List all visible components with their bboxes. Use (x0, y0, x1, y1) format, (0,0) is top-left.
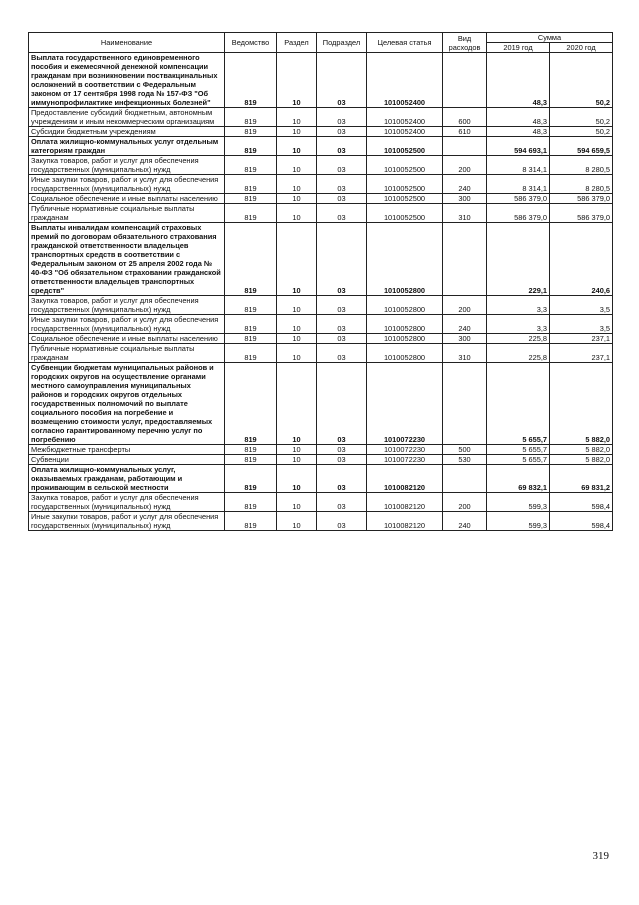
table-row (29, 223, 613, 296)
row-subsection: 03 (317, 315, 367, 334)
table-row (29, 315, 613, 334)
row-name: Иные закупки товаров, работ и услуг для обеспечения государственных (муниципальных) нужд (29, 315, 225, 334)
row-sum-2019: 225,8 (487, 344, 550, 363)
table-body (29, 53, 613, 531)
table-row (29, 493, 613, 512)
row-section: 10 (277, 296, 317, 315)
table-row (29, 334, 613, 344)
row-sum-2019: 3,3 (487, 296, 550, 315)
header-dept: Ведомство (225, 33, 277, 53)
row-dept: 819 (225, 223, 277, 296)
row-type: 530 (443, 455, 487, 465)
header-subsection: Подраздел (317, 33, 367, 53)
row-target: 1010052800 (367, 334, 443, 344)
row-sum-2020: 8 280,5 (550, 156, 613, 175)
row-section: 10 (277, 194, 317, 204)
table-row (29, 108, 613, 127)
row-target: 1010082120 (367, 512, 443, 531)
row-target: 1010052500 (367, 156, 443, 175)
row-name: Закупка товаров, работ и услуг для обеспечения государственных (муниципальных) нужд (29, 296, 225, 315)
row-sum-2020: 50,2 (550, 127, 613, 137)
row-dept: 819 (225, 204, 277, 223)
row-section: 10 (277, 204, 317, 223)
row-sum-2020: 240,6 (550, 223, 613, 296)
row-sum-2020: 586 379,0 (550, 204, 613, 223)
row-name: Оплата жилищно-коммунальных услуг, оказываемых гражданам, работающим и проживающим в сельской местности (29, 465, 225, 493)
row-sum-2019: 48,3 (487, 127, 550, 137)
row-subsection: 03 (317, 363, 367, 445)
table-row (29, 296, 613, 315)
row-target: 1010052400 (367, 127, 443, 137)
row-sum-2019: 48,3 (487, 53, 550, 108)
row-subsection: 03 (317, 296, 367, 315)
row-name: Социальное обеспечение и иные выплаты населению (29, 194, 225, 204)
row-subsection: 03 (317, 127, 367, 137)
table-row (29, 455, 613, 465)
row-target: 1010052500 (367, 194, 443, 204)
row-target: 1010072230 (367, 363, 443, 445)
row-sum-2019: 225,8 (487, 334, 550, 344)
header-sum: Сумма (487, 33, 613, 43)
row-type: 600 (443, 108, 487, 127)
row-subsection: 03 (317, 204, 367, 223)
row-section: 10 (277, 53, 317, 108)
row-section: 10 (277, 156, 317, 175)
row-target: 1010082120 (367, 465, 443, 493)
table-row (29, 175, 613, 194)
row-dept: 819 (225, 455, 277, 465)
row-sum-2019: 69 832,1 (487, 465, 550, 493)
row-type: 300 (443, 194, 487, 204)
row-section: 10 (277, 363, 317, 445)
table-row (29, 53, 613, 108)
row-target: 1010052500 (367, 175, 443, 194)
row-dept: 819 (225, 344, 277, 363)
row-name: Закупка товаров, работ и услуг для обеспечения государственных (муниципальных) нужд (29, 156, 225, 175)
row-subsection: 03 (317, 156, 367, 175)
row-sum-2019: 3,3 (487, 315, 550, 334)
row-sum-2019: 586 379,0 (487, 194, 550, 204)
table-row (29, 137, 613, 156)
row-type (443, 137, 487, 156)
row-type: 610 (443, 127, 487, 137)
row-sum-2020: 50,2 (550, 108, 613, 127)
row-sum-2020: 69 831,2 (550, 465, 613, 493)
page-number: 319 (592, 850, 609, 862)
row-sum-2020: 5 882,0 (550, 363, 613, 445)
row-dept: 819 (225, 175, 277, 194)
row-section: 10 (277, 175, 317, 194)
row-type: 500 (443, 445, 487, 455)
row-target: 1010052500 (367, 137, 443, 156)
row-dept: 819 (225, 465, 277, 493)
row-target: 1010052400 (367, 53, 443, 108)
row-sum-2020: 598,4 (550, 512, 613, 531)
row-subsection: 03 (317, 445, 367, 455)
row-subsection: 03 (317, 175, 367, 194)
row-section: 10 (277, 465, 317, 493)
row-sum-2020: 5 882,0 (550, 455, 613, 465)
row-section: 10 (277, 344, 317, 363)
row-target: 1010052800 (367, 296, 443, 315)
row-type: 240 (443, 512, 487, 531)
row-name: Оплата жилищно-коммунальных услуг отдельным категориям граждан (29, 137, 225, 156)
row-section: 10 (277, 223, 317, 296)
row-type: 300 (443, 334, 487, 344)
row-subsection: 03 (317, 465, 367, 493)
row-target: 1010052400 (367, 108, 443, 127)
row-dept: 819 (225, 334, 277, 344)
budget-table (28, 32, 613, 531)
table-row (29, 344, 613, 363)
row-type: 310 (443, 204, 487, 223)
row-sum-2020: 237,1 (550, 334, 613, 344)
row-sum-2019: 5 655,7 (487, 363, 550, 445)
row-target: 1010082120 (367, 493, 443, 512)
row-dept: 819 (225, 194, 277, 204)
header-target: Целевая статья (367, 33, 443, 53)
row-section: 10 (277, 315, 317, 334)
row-name: Публичные нормативные социальные выплаты гражданам (29, 204, 225, 223)
row-name: Выплата государственного единовременного пособия и ежемесячной денежной компенсации гражданам при возникновении поствакцинальных осложнений в соответствии с Федеральным законом от 17 сентября 1998 года № 157-ФЗ "Об иммунопрофилактике инфекционных болезней" (29, 53, 225, 108)
row-sum-2019: 594 693,1 (487, 137, 550, 156)
row-name: Выплаты инвалидам компенсаций страховых премий по договорам обязательного страхования гражданской ответственности владельцев транспортных средств в соответствии с Федеральным законом от 25 апреля 2002 года № 40-ФЗ "Об обязательном страховании гражданской ответственности владельцев транспортных средств" (29, 223, 225, 296)
row-sum-2019: 229,1 (487, 223, 550, 296)
row-dept: 819 (225, 296, 277, 315)
row-dept: 819 (225, 127, 277, 137)
row-type (443, 465, 487, 493)
row-section: 10 (277, 334, 317, 344)
row-section: 10 (277, 455, 317, 465)
row-dept: 819 (225, 108, 277, 127)
row-dept: 819 (225, 53, 277, 108)
row-sum-2020: 8 280,5 (550, 175, 613, 194)
row-sum-2019: 586 379,0 (487, 204, 550, 223)
row-type: 200 (443, 296, 487, 315)
row-subsection: 03 (317, 344, 367, 363)
row-type (443, 223, 487, 296)
row-type (443, 363, 487, 445)
table-row (29, 512, 613, 531)
row-subsection: 03 (317, 194, 367, 204)
row-sum-2020: 5 882,0 (550, 445, 613, 455)
row-dept: 819 (225, 315, 277, 334)
row-type: 240 (443, 315, 487, 334)
row-name: Публичные нормативные социальные выплаты гражданам (29, 344, 225, 363)
table-row (29, 156, 613, 175)
row-sum-2019: 48,3 (487, 108, 550, 127)
table-row (29, 465, 613, 493)
header-section: Раздел (277, 33, 317, 53)
row-type: 310 (443, 344, 487, 363)
row-target: 1010052800 (367, 223, 443, 296)
row-subsection: 03 (317, 137, 367, 156)
row-section: 10 (277, 493, 317, 512)
row-target: 1010072230 (367, 445, 443, 455)
table-row (29, 363, 613, 445)
row-sum-2019: 8 314,1 (487, 156, 550, 175)
row-name: Иные закупки товаров, работ и услуг для обеспечения государственных (муниципальных) нужд (29, 175, 225, 194)
row-sum-2020: 237,1 (550, 344, 613, 363)
row-sum-2020: 50,2 (550, 53, 613, 108)
row-sum-2020: 594 659,5 (550, 137, 613, 156)
row-dept: 819 (225, 493, 277, 512)
row-name: Субвенции (29, 455, 225, 465)
row-sum-2020: 3,5 (550, 296, 613, 315)
header-2019: 2019 год (487, 43, 550, 53)
row-section: 10 (277, 445, 317, 455)
row-sum-2019: 5 655,7 (487, 455, 550, 465)
table-row (29, 204, 613, 223)
table-row (29, 194, 613, 204)
row-section: 10 (277, 512, 317, 531)
row-sum-2019: 599,3 (487, 493, 550, 512)
row-section: 10 (277, 137, 317, 156)
row-dept: 819 (225, 445, 277, 455)
row-target: 1010052800 (367, 344, 443, 363)
row-name: Предоставление субсидий бюджетным, автономным учреждениям и иным некоммерческим организациям (29, 108, 225, 127)
row-dept: 819 (225, 512, 277, 531)
header-2020: 2020 год (550, 43, 613, 53)
row-target: 1010052500 (367, 204, 443, 223)
row-name: Социальное обеспечение и иные выплаты населению (29, 334, 225, 344)
header-name: Наименование (29, 33, 225, 53)
row-sum-2020: 586 379,0 (550, 194, 613, 204)
row-sum-2019: 599,3 (487, 512, 550, 531)
table-row (29, 445, 613, 455)
row-type: 200 (443, 493, 487, 512)
row-type (443, 53, 487, 108)
row-subsection: 03 (317, 512, 367, 531)
row-section: 10 (277, 127, 317, 137)
row-name: Межбюджетные трансферты (29, 445, 225, 455)
row-section: 10 (277, 108, 317, 127)
row-type: 240 (443, 175, 487, 194)
row-sum-2019: 8 314,1 (487, 175, 550, 194)
row-dept: 819 (225, 363, 277, 445)
row-subsection: 03 (317, 493, 367, 512)
table-header (29, 33, 613, 53)
row-type: 200 (443, 156, 487, 175)
row-subsection: 03 (317, 53, 367, 108)
row-name: Субсидии бюджетным учреждениям (29, 127, 225, 137)
row-dept: 819 (225, 156, 277, 175)
row-dept: 819 (225, 137, 277, 156)
row-subsection: 03 (317, 455, 367, 465)
row-name: Субвенции бюджетам муниципальных районов и городских округов на осуществление органами местного самоуправления муниципальных районов и городских округов отдельных государственных полномочий по выплате социального пособия на погребение и возмещению стоимости услуг, предоставляемых согласно гарантированному перечню услуг по погребению (29, 363, 225, 445)
row-name: Иные закупки товаров, работ и услуг для обеспечения государственных (муниципальных) нужд (29, 512, 225, 531)
row-target: 1010072230 (367, 455, 443, 465)
row-sum-2020: 598,4 (550, 493, 613, 512)
row-name: Закупка товаров, работ и услуг для обеспечения государственных (муниципальных) нужд (29, 493, 225, 512)
row-subsection: 03 (317, 223, 367, 296)
row-sum-2020: 3,5 (550, 315, 613, 334)
table-row (29, 127, 613, 137)
row-subsection: 03 (317, 108, 367, 127)
header-type: Вид расходов (443, 33, 487, 53)
row-target: 1010052800 (367, 315, 443, 334)
row-sum-2019: 5 655,7 (487, 445, 550, 455)
row-subsection: 03 (317, 334, 367, 344)
